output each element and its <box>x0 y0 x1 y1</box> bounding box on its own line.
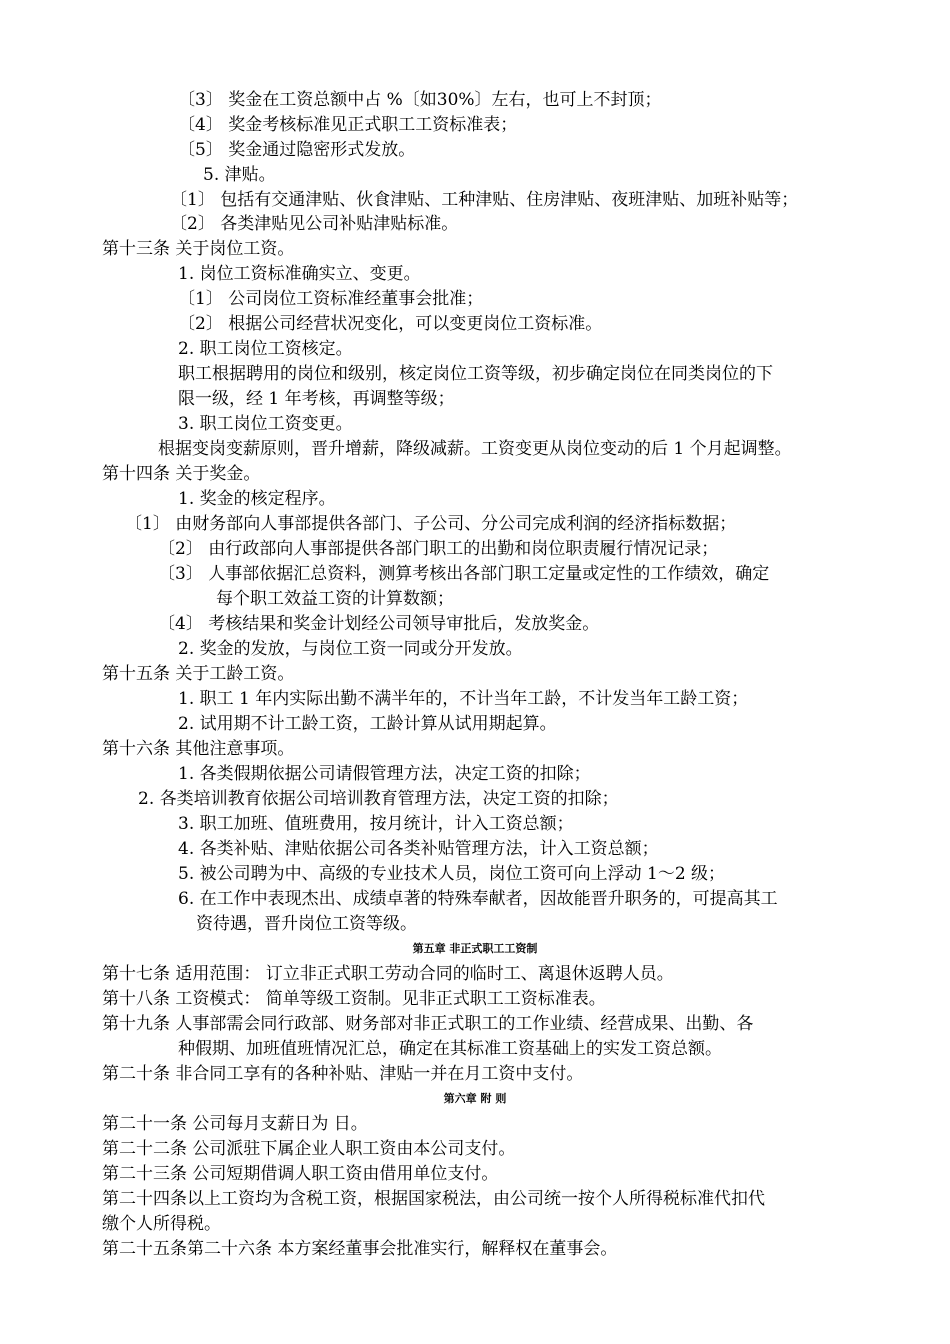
article-heading: 第十三条 关于岗位工资。 <box>102 239 295 259</box>
text-line: 2. 奖金的发放，与岗位工资一同或分开发放。 <box>178 639 523 659</box>
text-line: 根据变岗变薪原则，晋升增薪，降级减薪。工资变更从岗位变动的后 1 个月起调整。 <box>158 439 792 459</box>
text-line: 种假期、加班值班情况汇总，确定在其标准工资基础上的实发工资总额。 <box>178 1039 722 1059</box>
article-heading: 第十四条 关于奖金。 <box>102 464 261 484</box>
text-line: 5. 被公司聘为中、高级的专业技术人员，岗位工资可向上浮动 1～2 级； <box>178 864 726 884</box>
text-line: 4. 各类补贴、津贴依据公司各类补贴管理方法，计入工资总额； <box>178 839 659 859</box>
text-line: 3. 职工加班、值班费用，按月统计，计入工资总额； <box>178 814 574 834</box>
text-line: 第十七条 适用范围： 订立非正式职工劳动合同的临时工、离退休返聘人员。 <box>102 964 674 984</box>
text-line: 〔2〕 由行政部向人事部提供各部门职工的出勤和岗位职责履行情况记录； <box>158 539 719 559</box>
text-line: 第二十条 非合同工享有的各种补贴、津贴一并在月工资中支付。 <box>102 1064 584 1084</box>
text-line: 3. 职工岗位工资变更。 <box>178 414 353 434</box>
text-line: 缴个人所得税。 <box>102 1214 221 1234</box>
text-line: 〔1〕 公司岗位工资标准经董事会批准； <box>178 289 484 309</box>
text-line: 每个职工效益工资的计算数额； <box>216 589 454 609</box>
article-heading: 第十五条 关于工龄工资。 <box>102 664 295 684</box>
text-line: 资待遇，晋升岗位工资等级。 <box>196 914 417 934</box>
chapter-heading: 第六章 附 则 <box>443 1092 507 1105</box>
text-line: 2. 职工岗位工资核定。 <box>178 339 353 359</box>
text-line: 〔2〕 各类津贴见公司补贴津贴标准。 <box>170 214 459 234</box>
text-line: 〔3〕 人事部依据汇总资料，测算考核出各部门职工定量或定性的工作绩效，确定 <box>158 564 770 584</box>
text-line: 〔1〕 由财务部向人事部提供各部门、子公司、分公司完成利润的经济指标数据； <box>125 514 737 534</box>
text-line: 〔3〕 奖金在工资总额中占 %〔如30%〕左右，也可上不封顶； <box>178 90 662 110</box>
text-line: 1. 岗位工资标准确实立、变更。 <box>178 264 421 284</box>
text-line: 职工根据聘用的岗位和级别，核定岗位工资等级，初步确定岗位在同类岗位的下 <box>178 364 773 384</box>
text-line: 5. 津贴。 <box>203 165 276 185</box>
text-line: 1. 各类假期依据公司请假管理方法，决定工资的扣除； <box>178 764 591 784</box>
text-line: 第二十三条 公司短期借调人职工资由借用单位支付。 <box>102 1164 499 1184</box>
text-line: 第二十四条以上工资均为含税工资，根据国家税法，由公司统一按个人所得税标准代扣代 <box>102 1189 765 1209</box>
text-line: 6. 在工作中表现杰出、成绩卓著的特殊奉献者，因故能晋升职务的，可提高其工 <box>178 889 778 909</box>
text-line: 〔4〕 奖金考核标准见正式职工工资标准表； <box>178 115 518 135</box>
text-line: 〔1〕 包括有交通津贴、伙食津贴、工种津贴、住房津贴、夜班津贴、加班补贴等； <box>170 190 799 210</box>
text-line: 1. 职工 1 年内实际出勤不满半年的，不计当年工龄，不计发当年工龄工资； <box>178 689 749 709</box>
text-line: 第十九条 人事部需会同行政部、财务部对非正式职工的工作业绩、经营成果、出勤、各 <box>102 1014 754 1034</box>
text-line: 第十八条 工资模式： 简单等级工资制。见非正式职工工资标准表。 <box>102 989 606 1009</box>
text-line: 2. 各类培训教育依据公司培训教育管理方法，决定工资的扣除； <box>138 789 619 809</box>
text-line: 限一级，经 1 年考核，再调整等级； <box>178 389 455 409</box>
text-line: 〔2〕 根据公司经营状况变化，可以变更岗位工资标准。 <box>178 314 603 334</box>
text-line: 〔5〕 奖金通过隐密形式发放。 <box>178 140 416 160</box>
chapter-heading: 第五章 非正式职工工资制 <box>412 942 538 955</box>
text-line: 第二十二条 公司派驻下属企业人职工资由本公司支付。 <box>102 1139 516 1159</box>
article-heading: 第十六条 其他注意事项。 <box>102 739 295 759</box>
text-line: 1. 奖金的核定程序。 <box>178 489 336 509</box>
text-line: 2. 试用期不计工龄工资，工龄计算从试用期起算。 <box>178 714 557 734</box>
text-line: 第二十一条 公司每月支薪日为 日。 <box>102 1114 368 1134</box>
text-line: 第二十五条第二十六条 本方案经董事会批准实行，解释权在董事会。 <box>102 1239 618 1259</box>
text-line: 〔4〕 考核结果和奖金计划经公司领导审批后，发放奖金。 <box>158 614 600 634</box>
